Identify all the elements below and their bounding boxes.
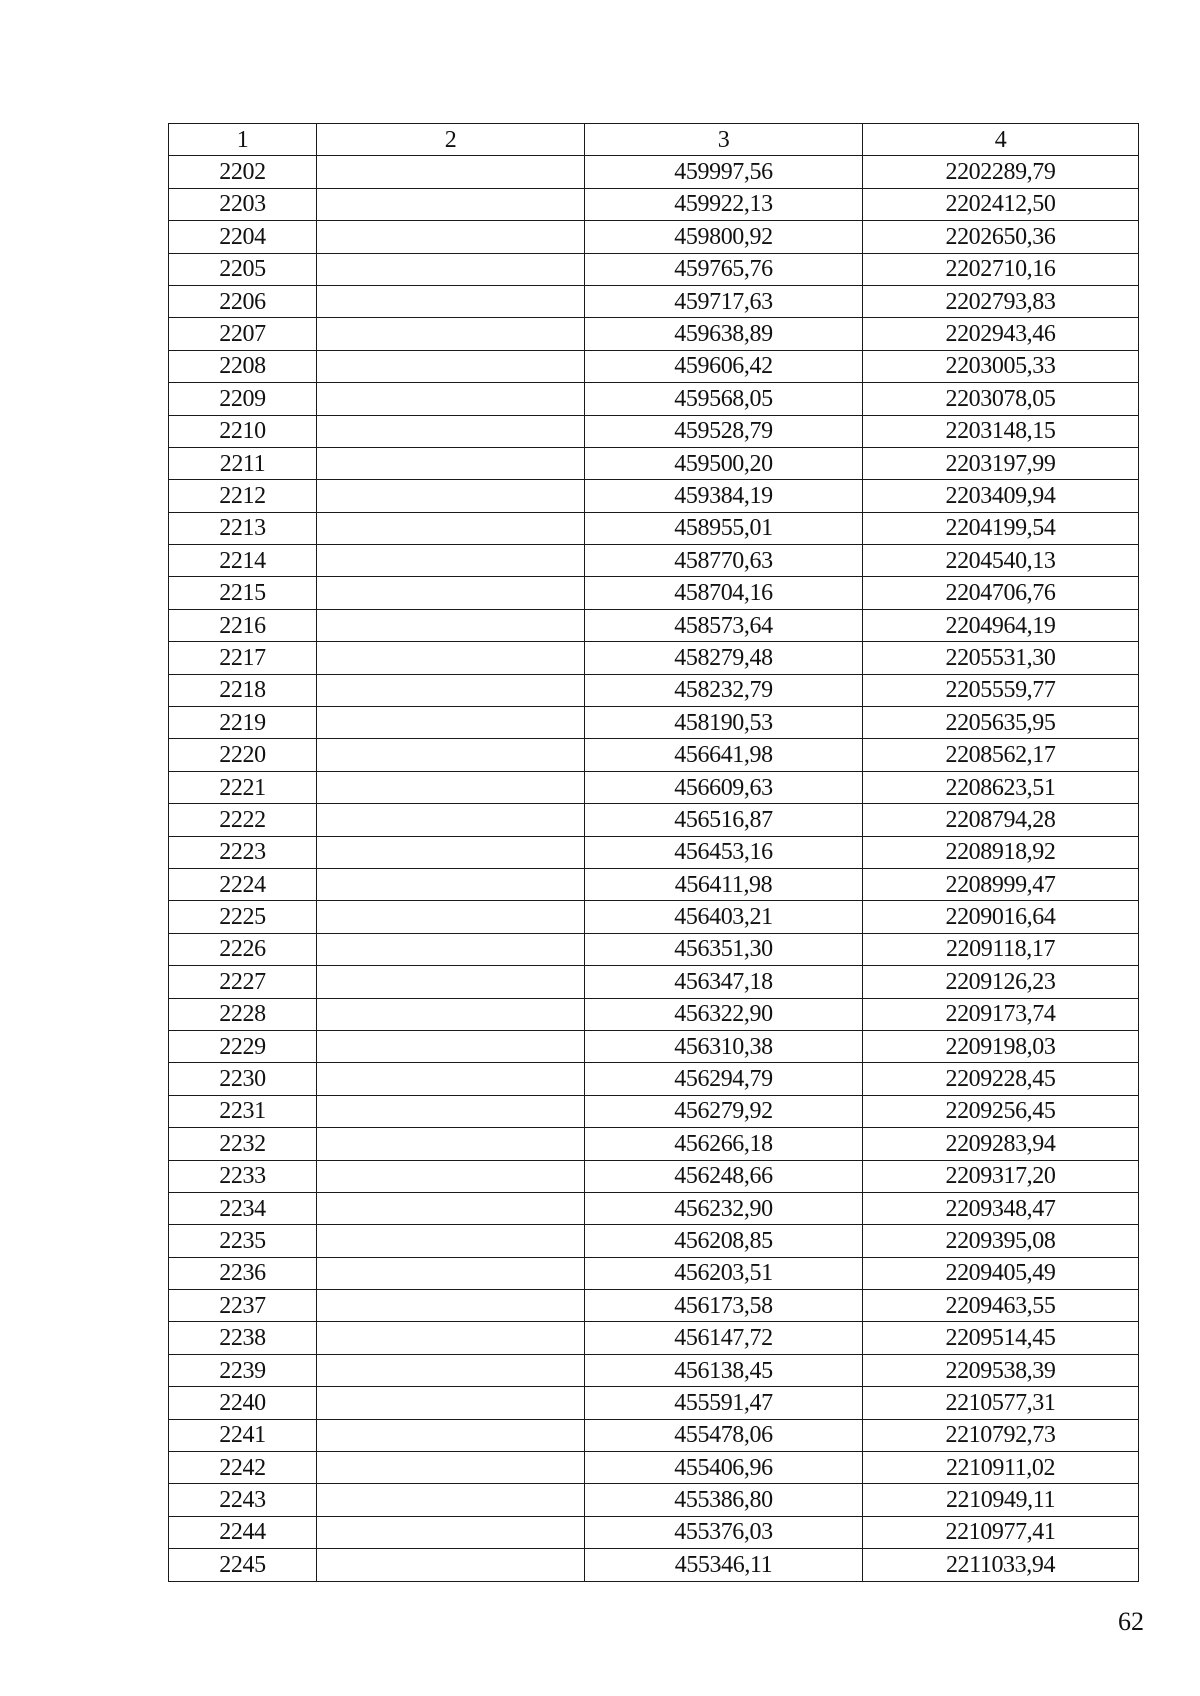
y-coordinate-cell: 2209348,47 [863,1192,1139,1224]
point-number-cell: 2208 [169,350,317,382]
x-coordinate-cell: 459384,19 [585,480,863,512]
empty-cell [317,1419,585,1451]
empty-cell [317,415,585,447]
y-coordinate-cell: 2209173,74 [863,998,1139,1030]
column-header-1: 1 [169,124,317,156]
empty-cell [317,480,585,512]
empty-cell [317,1063,585,1095]
empty-cell [317,318,585,350]
empty-cell [317,512,585,544]
y-coordinate-cell: 2204964,19 [863,609,1139,641]
empty-cell [317,545,585,577]
y-coordinate-cell: 2209228,45 [863,1063,1139,1095]
x-coordinate-cell: 456403,21 [585,901,863,933]
point-number-cell: 2242 [169,1452,317,1484]
x-coordinate-cell: 455478,06 [585,1419,863,1451]
x-coordinate-cell: 456322,90 [585,998,863,1030]
y-coordinate-cell: 2209317,20 [863,1160,1139,1192]
table-row [169,1225,1139,1257]
empty-cell [317,1452,585,1484]
point-number-cell: 2232 [169,1128,317,1160]
empty-cell [317,1354,585,1386]
y-coordinate-cell: 2203005,33 [863,350,1139,382]
point-number-cell: 2229 [169,1030,317,1062]
empty-cell [317,447,585,479]
page-number: 62 [1118,1607,1144,1636]
point-number-cell: 2233 [169,1160,317,1192]
table-row [169,285,1139,317]
table-row [169,577,1139,609]
table-row [169,804,1139,836]
empty-cell [317,804,585,836]
point-number-cell: 2224 [169,868,317,900]
empty-cell [317,674,585,706]
y-coordinate-cell: 2208999,47 [863,868,1139,900]
y-coordinate-cell: 2208562,17 [863,739,1139,771]
table-row [169,512,1139,544]
table-row [169,188,1139,220]
table-row [169,1160,1139,1192]
empty-cell [317,156,585,188]
x-coordinate-cell: 456294,79 [585,1063,863,1095]
table-row [169,1290,1139,1322]
y-coordinate-cell: 2202793,83 [863,285,1139,317]
empty-cell [317,1257,585,1289]
point-number-cell: 2243 [169,1484,317,1516]
empty-cell [317,1387,585,1419]
y-coordinate-cell: 2209198,03 [863,1030,1139,1062]
x-coordinate-cell: 459606,42 [585,350,863,382]
point-number-cell: 2240 [169,1387,317,1419]
table-row [169,480,1139,512]
point-number-cell: 2211 [169,447,317,479]
table-row [169,1419,1139,1451]
x-coordinate-cell: 458279,48 [585,642,863,674]
table-header [169,124,1139,156]
x-coordinate-cell: 455591,47 [585,1387,863,1419]
y-coordinate-cell: 2211033,94 [863,1549,1139,1581]
table-row [169,447,1139,479]
x-coordinate-cell: 456641,98 [585,739,863,771]
empty-cell [317,771,585,803]
table-row [169,771,1139,803]
y-coordinate-cell: 2210977,41 [863,1516,1139,1548]
table-row [169,609,1139,641]
empty-cell [317,609,585,641]
y-coordinate-cell: 2210949,11 [863,1484,1139,1516]
empty-cell [317,1192,585,1224]
y-coordinate-cell: 2208918,92 [863,836,1139,868]
empty-cell [317,1549,585,1581]
table-row [169,1095,1139,1127]
point-number-cell: 2235 [169,1225,317,1257]
header-row [169,124,1139,156]
y-coordinate-cell: 2204199,54 [863,512,1139,544]
x-coordinate-cell: 459717,63 [585,285,863,317]
x-coordinate-cell: 456173,58 [585,1290,863,1322]
x-coordinate-cell: 459997,56 [585,156,863,188]
x-coordinate-cell: 459922,13 [585,188,863,220]
y-coordinate-cell: 2209463,55 [863,1290,1139,1322]
point-number-cell: 2209 [169,383,317,415]
table-row [169,1452,1139,1484]
table-row [169,253,1139,285]
table-row [169,1257,1139,1289]
empty-cell [317,1030,585,1062]
table-row [169,901,1139,933]
point-number-cell: 2231 [169,1095,317,1127]
y-coordinate-cell: 2202289,79 [863,156,1139,188]
table-row [169,1549,1139,1581]
table-row [169,868,1139,900]
empty-cell [317,868,585,900]
x-coordinate-cell: 456208,85 [585,1225,863,1257]
empty-cell [317,739,585,771]
point-number-cell: 2221 [169,771,317,803]
y-coordinate-cell: 2204706,76 [863,577,1139,609]
x-coordinate-cell: 456411,98 [585,868,863,900]
point-number-cell: 2219 [169,707,317,739]
empty-cell [317,966,585,998]
y-coordinate-cell: 2209283,94 [863,1128,1139,1160]
y-coordinate-cell: 2204540,13 [863,545,1139,577]
table-row [169,1063,1139,1095]
x-coordinate-cell: 459800,92 [585,221,863,253]
point-number-cell: 2202 [169,156,317,188]
point-number-cell: 2217 [169,642,317,674]
point-number-cell: 2203 [169,188,317,220]
x-coordinate-cell: 458704,16 [585,577,863,609]
point-number-cell: 2225 [169,901,317,933]
y-coordinate-cell: 2208623,51 [863,771,1139,803]
point-number-cell: 2214 [169,545,317,577]
column-header-3: 3 [585,124,863,156]
y-coordinate-cell: 2209395,08 [863,1225,1139,1257]
table-row [169,383,1139,415]
x-coordinate-cell: 459765,76 [585,253,863,285]
y-coordinate-cell: 2202710,16 [863,253,1139,285]
point-number-cell: 2228 [169,998,317,1030]
x-coordinate-cell: 459638,89 [585,318,863,350]
empty-cell [317,998,585,1030]
table-row [169,221,1139,253]
table-row [169,1192,1139,1224]
point-number-cell: 2230 [169,1063,317,1095]
table-row [169,156,1139,188]
x-coordinate-cell: 456232,90 [585,1192,863,1224]
empty-cell [317,1128,585,1160]
y-coordinate-cell: 2203078,05 [863,383,1139,415]
empty-cell [317,383,585,415]
x-coordinate-cell: 455376,03 [585,1516,863,1548]
y-coordinate-cell: 2205559,77 [863,674,1139,706]
y-coordinate-cell: 2205531,30 [863,642,1139,674]
x-coordinate-cell: 456516,87 [585,804,863,836]
empty-cell [317,1160,585,1192]
y-coordinate-cell: 2209016,64 [863,901,1139,933]
point-number-cell: 2222 [169,804,317,836]
empty-cell [317,285,585,317]
x-coordinate-cell: 459568,05 [585,383,863,415]
x-coordinate-cell: 459528,79 [585,415,863,447]
y-coordinate-cell: 2209256,45 [863,1095,1139,1127]
y-coordinate-cell: 2208794,28 [863,804,1139,836]
table-row [169,836,1139,868]
empty-cell [317,642,585,674]
x-coordinate-cell: 456347,18 [585,966,863,998]
point-number-cell: 2220 [169,739,317,771]
table-row [169,1128,1139,1160]
point-number-cell: 2237 [169,1290,317,1322]
point-number-cell: 2215 [169,577,317,609]
table-row [169,933,1139,965]
empty-cell [317,577,585,609]
point-number-cell: 2227 [169,966,317,998]
table-row [169,707,1139,739]
table-row [169,545,1139,577]
point-number-cell: 2216 [169,609,317,641]
table-row [169,642,1139,674]
point-number-cell: 2218 [169,674,317,706]
x-coordinate-cell: 456138,45 [585,1354,863,1386]
y-coordinate-cell: 2209538,39 [863,1354,1139,1386]
empty-cell [317,350,585,382]
table-row [169,350,1139,382]
point-number-cell: 2212 [169,480,317,512]
x-coordinate-cell: 459500,20 [585,447,863,479]
x-coordinate-cell: 456310,38 [585,1030,863,1062]
empty-cell [317,933,585,965]
point-number-cell: 2244 [169,1516,317,1548]
table-row [169,318,1139,350]
column-header-4: 4 [863,124,1139,156]
coordinates-table [168,123,1139,1582]
x-coordinate-cell: 458955,01 [585,512,863,544]
point-number-cell: 2205 [169,253,317,285]
x-coordinate-cell: 455386,80 [585,1484,863,1516]
x-coordinate-cell: 456266,18 [585,1128,863,1160]
empty-cell [317,1290,585,1322]
empty-cell [317,1095,585,1127]
table-row [169,674,1139,706]
table-row [169,1516,1139,1548]
x-coordinate-cell: 456351,30 [585,933,863,965]
point-number-cell: 2226 [169,933,317,965]
y-coordinate-cell: 2209118,17 [863,933,1139,965]
point-number-cell: 2241 [169,1419,317,1451]
y-coordinate-cell: 2205635,95 [863,707,1139,739]
x-coordinate-cell: 456453,16 [585,836,863,868]
point-number-cell: 2213 [169,512,317,544]
table-row [169,1322,1139,1354]
x-coordinate-cell: 458573,64 [585,609,863,641]
table-row [169,739,1139,771]
y-coordinate-cell: 2203197,99 [863,447,1139,479]
point-number-cell: 2238 [169,1322,317,1354]
point-number-cell: 2239 [169,1354,317,1386]
point-number-cell: 2245 [169,1549,317,1581]
empty-cell [317,1484,585,1516]
y-coordinate-cell: 2210911,02 [863,1452,1139,1484]
x-coordinate-cell: 456147,72 [585,1322,863,1354]
x-coordinate-cell: 455406,96 [585,1452,863,1484]
table-body [169,156,1139,1581]
x-coordinate-cell: 456279,92 [585,1095,863,1127]
point-number-cell: 2236 [169,1257,317,1289]
table-row [169,966,1139,998]
x-coordinate-cell: 456203,51 [585,1257,863,1289]
empty-cell [317,253,585,285]
y-coordinate-cell: 2202943,46 [863,318,1139,350]
empty-cell [317,836,585,868]
empty-cell [317,1225,585,1257]
y-coordinate-cell: 2209514,45 [863,1322,1139,1354]
y-coordinate-cell: 2203409,94 [863,480,1139,512]
table-row [169,1354,1139,1386]
point-number-cell: 2223 [169,836,317,868]
point-number-cell: 2234 [169,1192,317,1224]
y-coordinate-cell: 2202412,50 [863,188,1139,220]
x-coordinate-cell: 458770,63 [585,545,863,577]
y-coordinate-cell: 2210577,31 [863,1387,1139,1419]
point-number-cell: 2207 [169,318,317,350]
x-coordinate-cell: 455346,11 [585,1549,863,1581]
point-number-cell: 2206 [169,285,317,317]
point-number-cell: 2210 [169,415,317,447]
empty-cell [317,221,585,253]
table-row [169,1030,1139,1062]
empty-cell [317,188,585,220]
empty-cell [317,1516,585,1548]
y-coordinate-cell: 2209405,49 [863,1257,1139,1289]
empty-cell [317,901,585,933]
x-coordinate-cell: 456248,66 [585,1160,863,1192]
x-coordinate-cell: 458232,79 [585,674,863,706]
y-coordinate-cell: 2209126,23 [863,966,1139,998]
table-row [169,1484,1139,1516]
table-row [169,1387,1139,1419]
y-coordinate-cell: 2202650,36 [863,221,1139,253]
point-number-cell: 2204 [169,221,317,253]
empty-cell [317,1322,585,1354]
x-coordinate-cell: 458190,53 [585,707,863,739]
table-row [169,998,1139,1030]
empty-cell [317,707,585,739]
y-coordinate-cell: 2210792,73 [863,1419,1139,1451]
table-row [169,415,1139,447]
x-coordinate-cell: 456609,63 [585,771,863,803]
column-header-2: 2 [317,124,585,156]
y-coordinate-cell: 2203148,15 [863,415,1139,447]
